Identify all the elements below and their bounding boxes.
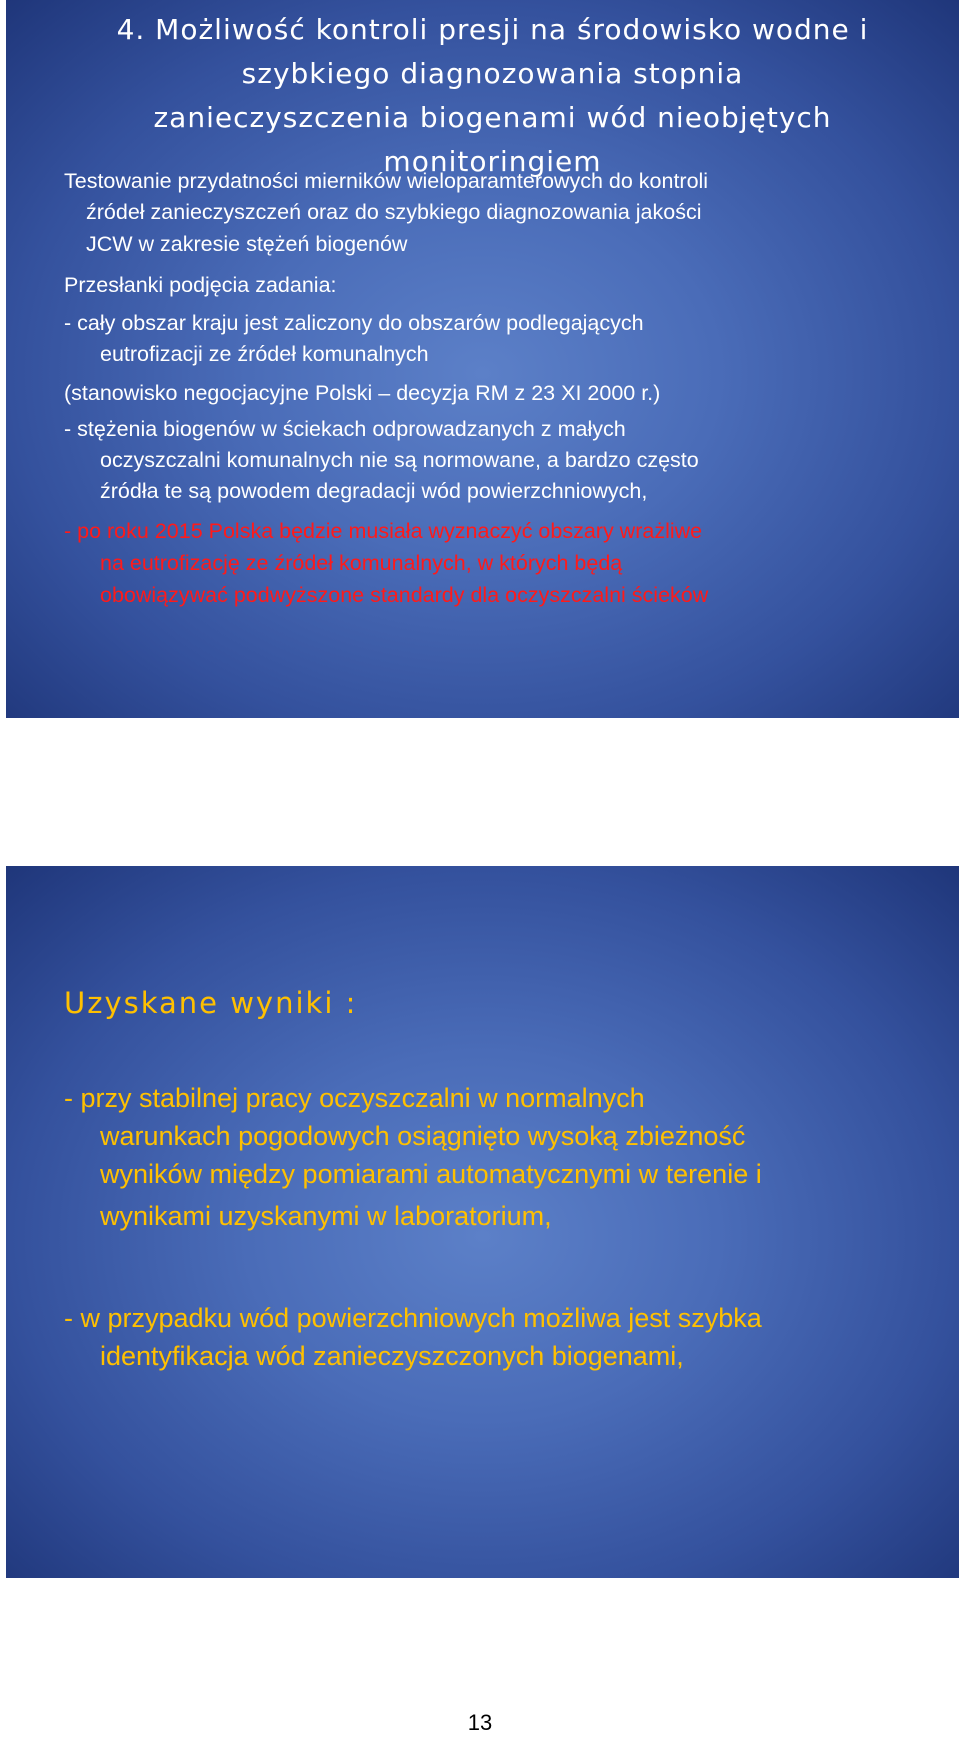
bullet-3-line-1: - po roku 2015 Polska będzie musiała wyznaczyć obszary wrażliwe: [64, 519, 703, 543]
bullet-2-line-2: oczyszczalni komunalnych nie są normowane, a bardzo często: [100, 448, 699, 472]
title-line-3: zanieczyszczenia biogenami wód nieobjętych: [153, 101, 832, 134]
result-2-line-1: - w przypadku wód powierzchniowych możliwa jest szybka: [64, 1303, 762, 1333]
premises-label: Przesłanki podjęcia zadania:: [64, 273, 337, 297]
slide-2: [6, 866, 959, 1578]
bullet-2-line-1: - stężenia biogenów w ściekach odprowadzanych z małych: [64, 417, 626, 441]
intro-line-3: JCW w zakresie stężeń biogenów: [86, 232, 408, 256]
negotiation-note: (stanowisko negocjacyjne Polski – decyzja RM z 23 XI 2000 r.): [64, 381, 661, 405]
bullet-1-line-2: eutrofizacji ze źródeł komunalnych: [100, 342, 429, 366]
intro-line-2: źródeł zanieczyszczeń oraz do szybkiego diagnozowania jakości: [86, 200, 702, 224]
result-1-line-2: warunkach pogodowych osiągnięto wysoką zbieżność: [100, 1121, 746, 1151]
intro-line-1: Testowanie przydatności mierników wieloparamterowych do kontroli: [64, 169, 709, 193]
title-line-1: 4. Możliwość kontroli presji na środowisko wodne i: [116, 13, 869, 46]
title-line-4: monitoringiem: [383, 145, 602, 178]
slide-1: [6, 0, 959, 718]
slide-1-title: [36, 8, 949, 184]
result-1-line-3: wyników między pomiarami automatycznymi w terenie i: [100, 1159, 762, 1189]
bullet-2-line-3: źródła te są powodem degradacji wód powierzchniowych,: [100, 479, 648, 503]
bullet-1-line-1: - cały obszar kraju jest zaliczony do obszarów podlegających: [64, 311, 644, 335]
result-1-line-1: - przy stabilnej pracy oczyszczalni w normalnych: [64, 1083, 645, 1113]
bullet-3-line-3: obowiązywać podwyższone standardy dla oczyszczalni ścieków: [100, 583, 709, 607]
title-line-2: szybkiego diagnozowania stopnia: [241, 57, 744, 90]
bullet-3-line-2: na eutrofizację ze źródeł komunalnych, w których będą: [100, 551, 623, 575]
result-2-line-2: identyfikacja wód zanieczyszczonych biogenami,: [100, 1341, 684, 1371]
page-number: 13: [467, 1710, 493, 1735]
results-heading: Uzyskane wyniki :: [64, 986, 358, 1020]
result-1-line-4: wynikami uzyskanymi w laboratorium,: [100, 1201, 552, 1231]
